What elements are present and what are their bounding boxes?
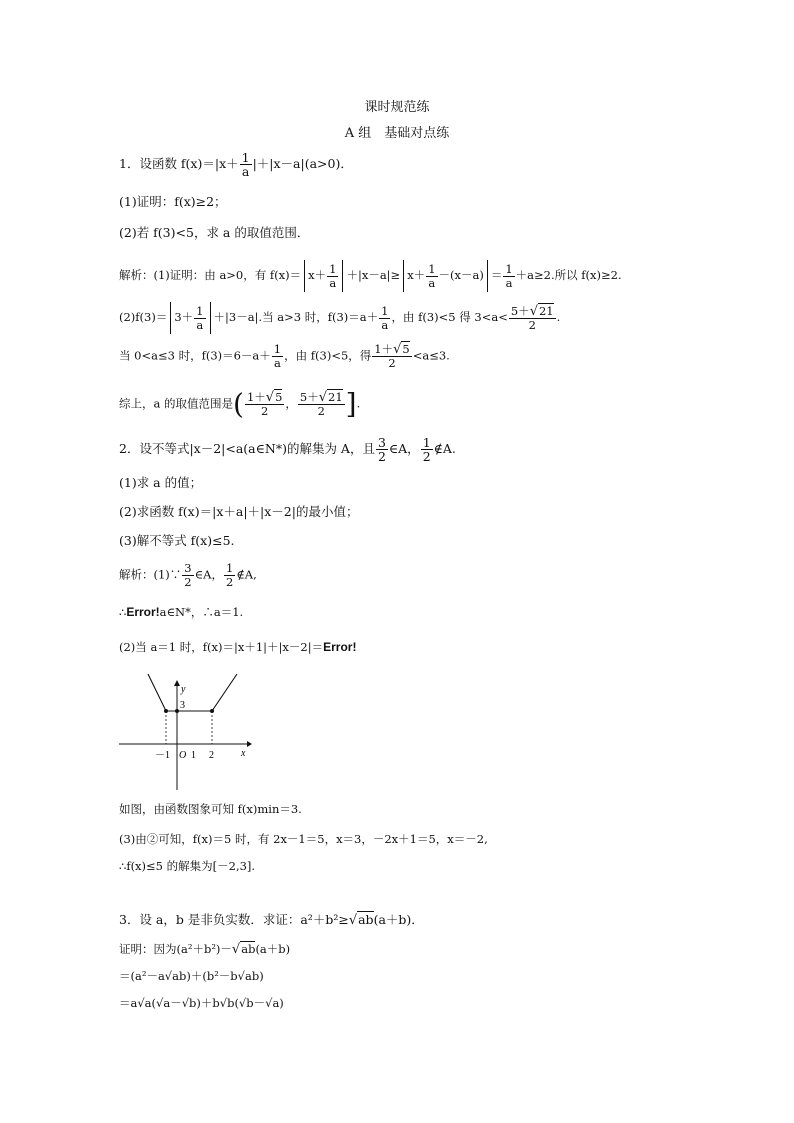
point-y-intercept [175, 709, 179, 713]
fraction-denominator: a [381, 317, 389, 332]
abs-bar [304, 260, 305, 292]
text: ＋|x－a|≥ [346, 268, 401, 282]
fraction-denominator: 2 [377, 449, 386, 464]
radicand: 21 [328, 390, 343, 404]
x-tick-label: 2 [209, 750, 214, 761]
problem-2-part-3: (3)解不等式 f(x)≤5. [119, 533, 235, 548]
fraction [509, 305, 556, 332]
problem-3-proof-2: ＝(a²－a√ab)＋(b²－b√ab) [119, 969, 264, 983]
fraction [240, 151, 252, 178]
problem-2-solution-3b: ∴f(x)≤5 的解集为[－2,3]. [119, 859, 256, 873]
abs-bar [210, 302, 211, 334]
problem-2-part-1: (1)求 a 的值； [119, 475, 203, 490]
text: 1＋ [374, 342, 394, 356]
abs-bar [403, 260, 404, 292]
problem-1-statement [119, 151, 353, 178]
close-bracket: ] [345, 387, 357, 421]
radicand: 21 [538, 303, 554, 318]
fraction-numerator: 1 [428, 261, 436, 276]
fraction-numerator: 1 [196, 303, 204, 318]
x-axis-label: x [241, 748, 246, 759]
fraction [194, 305, 205, 332]
fraction-denominator: a [428, 275, 436, 290]
fraction-numerator: 1 [241, 150, 250, 165]
x-tick-label: 1 [191, 750, 196, 761]
text: ＋|3－a|.当 a>3 时，f(3)＝a＋ [213, 310, 379, 324]
text: ∈A， [388, 441, 420, 456]
fraction-denominator: a [241, 164, 250, 179]
text: ＋a≥2.所以 f(x)≥2. [515, 268, 622, 282]
problem-2-statement [119, 436, 456, 463]
fraction-numerator: 3 [377, 435, 386, 450]
text: ∉A, [236, 567, 257, 582]
fraction [245, 391, 284, 418]
sqrt-icon: √ [318, 390, 328, 405]
text: |＋|x－a|(a>0)． [252, 156, 353, 171]
fraction-denominator: 2 [422, 449, 431, 464]
fraction-numerator: 1 [381, 303, 389, 318]
text: . [356, 396, 361, 411]
y-axis-arrow-icon [174, 680, 180, 686]
text: 1．设函数 f(x)＝|x＋ [119, 156, 239, 171]
text: 3＋ [174, 310, 194, 324]
text: ，由 f(3)<5 得 3<a< [391, 310, 508, 324]
fraction [503, 263, 514, 290]
fraction-numerator [509, 305, 556, 319]
sqrt-icon: √ [231, 942, 241, 957]
point-right [210, 709, 214, 713]
fraction-denominator: 2 [225, 575, 234, 589]
text: 5＋ [510, 303, 530, 318]
text: (2)f(3)＝ [119, 310, 168, 324]
problem-3-proof-1 [119, 940, 290, 959]
text: ＝ [490, 268, 503, 282]
y-axis-label: y [181, 684, 186, 695]
error-marker: Error! [126, 605, 160, 619]
text: ， [285, 396, 297, 411]
problem-1-solution-4 [119, 387, 361, 421]
text: x＋ [407, 268, 426, 282]
fraction-denominator: 2 [388, 356, 396, 370]
radicand: 5 [275, 390, 283, 404]
x-tick-label: －1 [155, 750, 170, 761]
text: 综上，a 的取值范围是 [119, 396, 234, 411]
abs-bar [170, 302, 171, 334]
fraction [421, 436, 433, 463]
sqrt-icon: √ [529, 303, 538, 319]
point-left [164, 709, 168, 713]
fraction [182, 562, 193, 589]
fraction [272, 343, 283, 370]
function-curve [148, 674, 237, 711]
fraction-denominator: 2 [184, 575, 192, 589]
text: ∉A. [433, 441, 456, 456]
text: 1＋ [246, 390, 266, 404]
origin-label: O [179, 750, 187, 761]
fraction-numerator: 1 [505, 261, 513, 276]
fraction-numerator [245, 391, 284, 405]
fraction-numerator: 1 [329, 261, 337, 276]
problem-1-solution-3 [119, 343, 450, 370]
problem-1-solution-1 [119, 260, 622, 292]
text: (a＋b)． [373, 912, 424, 927]
fraction [379, 305, 390, 332]
text: (2)当 a＝1 时，f(x)＝|x＋1|＋|x－2|＝ [119, 640, 324, 654]
y-tick-label: 3 [180, 700, 185, 711]
problem-1-part-1: (1)证明：f(x)≥2； [119, 194, 227, 209]
abs-bar [342, 260, 343, 292]
text: 5＋ [299, 390, 319, 404]
radicand: 5 [402, 342, 410, 356]
fraction-denominator: 2 [317, 404, 325, 418]
radicand: ab [358, 912, 374, 927]
function-graph [115, 668, 255, 793]
problem-2-solution-1b [119, 603, 243, 621]
sqrt-icon: √ [393, 342, 402, 357]
problem-2-solution-1 [119, 562, 257, 589]
problem-2-part-2: (2)求函数 f(x)＝|x＋a|＋|x－2|的最小值； [119, 504, 359, 519]
fraction-numerator: 1 [273, 342, 282, 356]
open-paren: ( [233, 387, 244, 421]
problem-1-solution-2 [119, 302, 560, 334]
text: 解析：(1)∵ [119, 567, 182, 582]
text: 解析：(1)证明：由 a>0，有 f(x)＝ [119, 268, 302, 282]
section-title: A 组 基础对点练 [344, 126, 450, 141]
fraction [426, 263, 437, 290]
fraction-numerator: 1 [225, 561, 234, 575]
fraction-denominator: a [505, 275, 513, 290]
fraction [298, 391, 345, 418]
text: 当 0<a≤3 时，f(3)＝6－a＋ [119, 348, 271, 363]
text: ∈A， [194, 567, 223, 582]
text: ，由 f(3)<5，得 [284, 348, 372, 363]
problem-3-proof-3: ＝a√a(√a－√b)＋b√b(√b－√a) [119, 996, 284, 1010]
text: 3．设 a，b 是非负实数．求证：a²＋b²≥ [119, 912, 349, 927]
fraction [224, 562, 235, 589]
fraction-numerator [372, 343, 411, 357]
fraction [327, 263, 338, 290]
text: ∴ [119, 605, 127, 619]
text: . [556, 310, 561, 324]
fraction-denominator: 2 [261, 404, 269, 418]
problem-2-solution-2 [119, 638, 356, 656]
radicand: ab [241, 942, 256, 956]
fraction-denominator: a [329, 275, 337, 290]
text: (a＋b) [255, 942, 291, 956]
problem-3-statement [119, 911, 424, 930]
fraction-denominator: a [196, 317, 204, 332]
text: 2．设不等式|x－2|<a(a∈N*)的解集为 A，且 [119, 441, 375, 456]
problem-2-conclusion: 如图，由函数图象可知 f(x)min＝3. [119, 802, 302, 816]
fraction [376, 436, 388, 463]
x-axis-arrow-icon [247, 741, 252, 747]
problem-2-solution-3: (3)由②可知，f(x)＝5 时，有 2x－1＝5，x＝3，－2x＋1＝5，x＝－2, [119, 832, 488, 846]
problem-1-part-2: (2)若 f(3)<5，求 a 的取值范围． [119, 225, 310, 240]
text: －(x－a) [438, 268, 484, 282]
page-title: 课时规范练 [364, 100, 430, 115]
sqrt-icon: √ [348, 913, 358, 928]
text: a∈N*，∴a＝1. [159, 605, 244, 619]
text: x＋ [308, 268, 327, 282]
fraction [372, 343, 411, 370]
text: <a≤3. [412, 348, 450, 363]
fraction-denominator: 2 [528, 317, 536, 332]
fraction-numerator: 1 [422, 435, 431, 450]
error-marker: Error! [323, 640, 357, 654]
fraction-denominator: a [274, 356, 281, 370]
sqrt-icon: √ [265, 390, 275, 405]
fraction-numerator [298, 391, 345, 405]
abs-bar [487, 260, 488, 292]
text: 证明：因为(a²＋b²)－ [119, 942, 232, 956]
fraction-numerator: 3 [184, 561, 192, 575]
